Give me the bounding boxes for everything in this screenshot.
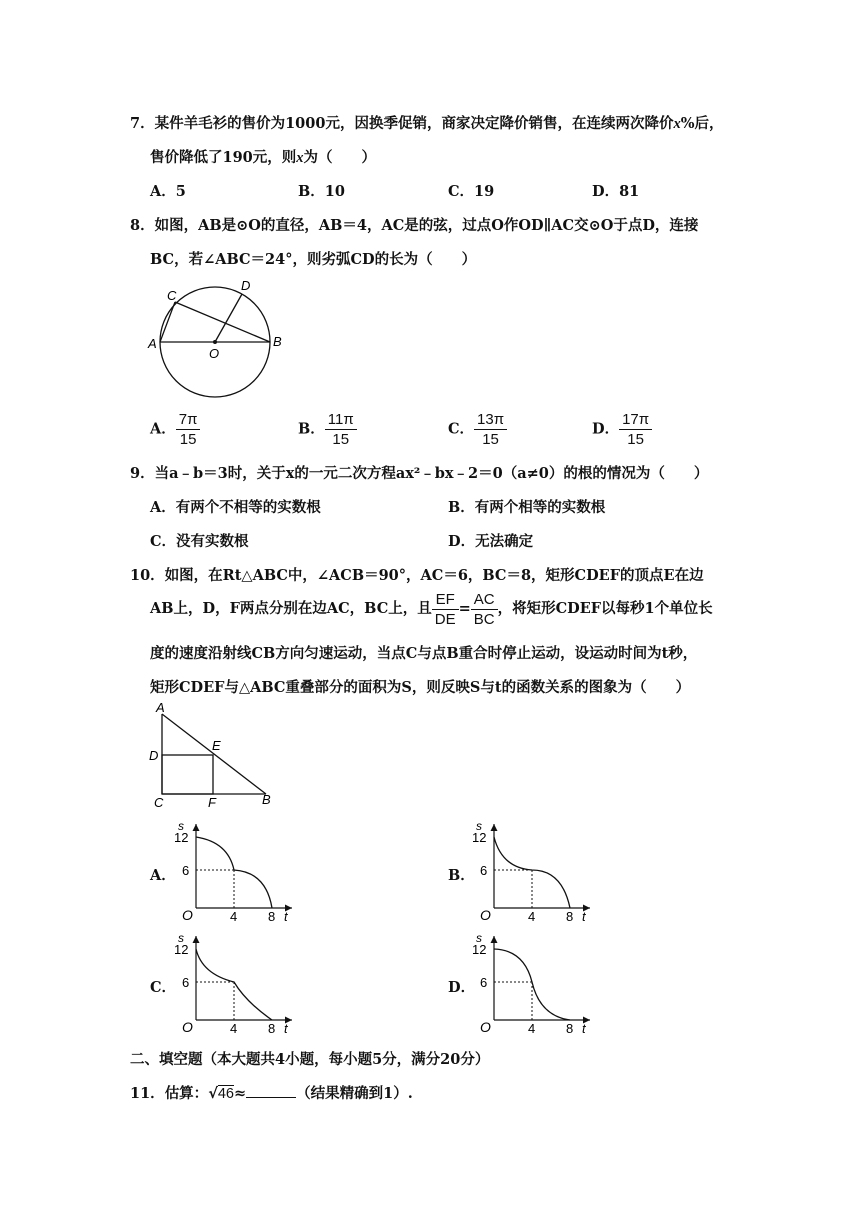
graph-d xyxy=(468,932,598,1036)
q10-line3: 度的速度沿射线CB方向匀速运动，当点C与点B重合时停止运动，设运动时间为t秒， xyxy=(150,645,698,662)
label-b: B xyxy=(273,334,282,349)
svg-text:6: 6 xyxy=(182,863,190,878)
graph-a xyxy=(170,820,300,924)
svg-text:8: 8 xyxy=(566,909,574,924)
q9-option-a: A．有两个不相等的实数根 xyxy=(150,499,321,516)
label-a: A xyxy=(156,700,165,715)
svg-text:8: 8 xyxy=(268,909,276,924)
svg-text:4: 4 xyxy=(230,909,238,924)
q11-line: 11．估算：√46≈ （结果精确到1）. xyxy=(130,1085,413,1102)
label-b: B xyxy=(262,792,271,807)
svg-text:6: 6 xyxy=(182,975,190,990)
svg-text:12: 12 xyxy=(174,942,189,957)
q10-option-c: C． xyxy=(150,979,177,996)
svg-text:6: 6 xyxy=(480,975,488,990)
q9-line1: 9．当a﹣b＝3时，关于x的一元二次方程ax²﹣bx﹣2＝0（a≠0）的根的情况为（ ） xyxy=(130,465,709,482)
q8-line1: 8．如图，AB是⊙O的直径，AB＝4，AC是的弦，过点O作OD∥AC交⊙O于点D，连接 xyxy=(130,217,699,234)
q10-option-b: B． xyxy=(448,867,475,884)
section-heading: 二、填空题（本大题共4小题，每小题5分，满分20分） xyxy=(130,1051,490,1068)
svg-text:4: 4 xyxy=(528,1021,536,1036)
svg-text:t: t xyxy=(582,909,586,924)
svg-text:12: 12 xyxy=(472,830,487,845)
svg-text:O: O xyxy=(182,907,193,923)
svg-text:6: 6 xyxy=(480,863,488,878)
label-e: E xyxy=(212,738,221,753)
label-d: D xyxy=(241,278,251,293)
svg-text:t: t xyxy=(582,1021,586,1036)
q9-option-b: B．有两个相等的实数根 xyxy=(448,499,606,516)
q7-option-d: D．81 xyxy=(592,183,640,200)
q8-option-b: B． $\frac{11\pi}{15}$ xyxy=(298,412,357,447)
svg-text:8: 8 xyxy=(566,1021,574,1036)
svg-text:O: O xyxy=(480,1019,491,1035)
q9-option-d: D．无法确定 xyxy=(448,533,534,550)
triangle-figure xyxy=(146,700,282,810)
svg-text:s: s xyxy=(178,932,184,945)
label-c: C xyxy=(154,795,164,810)
label-f: F xyxy=(208,795,216,810)
svg-text:4: 4 xyxy=(528,909,536,924)
q8-option-c: C． $\frac{13\pi}{15}$ xyxy=(448,412,507,447)
q8-line2: BC，若∠ABC＝24°，则劣弧CD的长为（ ） xyxy=(150,251,477,268)
q10-line2: AB上，D，F两点分别在边AC，BC上，且 $\frac{EF}{DE}$ = $\frac{AC}{BC}$ ，将矩形CDEF以每秒1个单位长 xyxy=(150,590,713,628)
q8-option-d: D． $\frac{17\pi}{15}$ xyxy=(592,412,652,447)
label-c: C xyxy=(167,288,177,303)
label-d: D xyxy=(149,748,159,763)
q7-line1: 7．某件羊毛衫的售价为1000元，因换季促销，商家决定降价销售，在连续两次降价x%后， xyxy=(130,115,724,132)
label-a: A xyxy=(148,336,157,351)
q9-option-c: C．没有实数根 xyxy=(150,533,249,550)
q7-option-b: B．10 xyxy=(298,183,345,200)
svg-text:s: s xyxy=(178,820,184,833)
q10-line4: 矩形CDEF与△ABC重叠部分的面积为S，则反映S与t的函数关系的图象为（ ） xyxy=(150,679,691,696)
answer-blank xyxy=(246,1085,296,1098)
q7-line2: 售价降低了190元，则x为（ ） xyxy=(150,149,377,166)
graph-c xyxy=(170,932,300,1036)
svg-text:t: t xyxy=(284,909,288,924)
svg-text:O: O xyxy=(182,1019,193,1035)
sqrt-icon: √ xyxy=(208,1086,218,1102)
q8-option-a: A． $\frac{7\pi}{15}$ xyxy=(150,412,200,447)
q10-option-d: D． xyxy=(448,979,476,996)
q7-option-c: C．19 xyxy=(448,183,495,200)
svg-text:12: 12 xyxy=(174,830,189,845)
svg-text:O: O xyxy=(480,907,491,923)
label-o: O xyxy=(209,346,220,361)
svg-text:8: 8 xyxy=(268,1021,276,1036)
q10-option-a: A． xyxy=(150,867,176,884)
svg-text:4: 4 xyxy=(230,1021,238,1036)
svg-text:t: t xyxy=(284,1021,288,1036)
graph-b xyxy=(468,820,598,924)
q7-option-a: A．5 xyxy=(150,183,186,200)
q10-line1: 10．如图，在Rt△ABC中，∠ACB＝90°，AC＝6，BC＝8，矩形CDEF的顶点E在边 xyxy=(130,567,704,584)
circle-figure xyxy=(145,278,295,400)
svg-text:s: s xyxy=(476,820,482,833)
svg-text:12: 12 xyxy=(472,942,487,957)
svg-text:s: s xyxy=(476,932,482,945)
